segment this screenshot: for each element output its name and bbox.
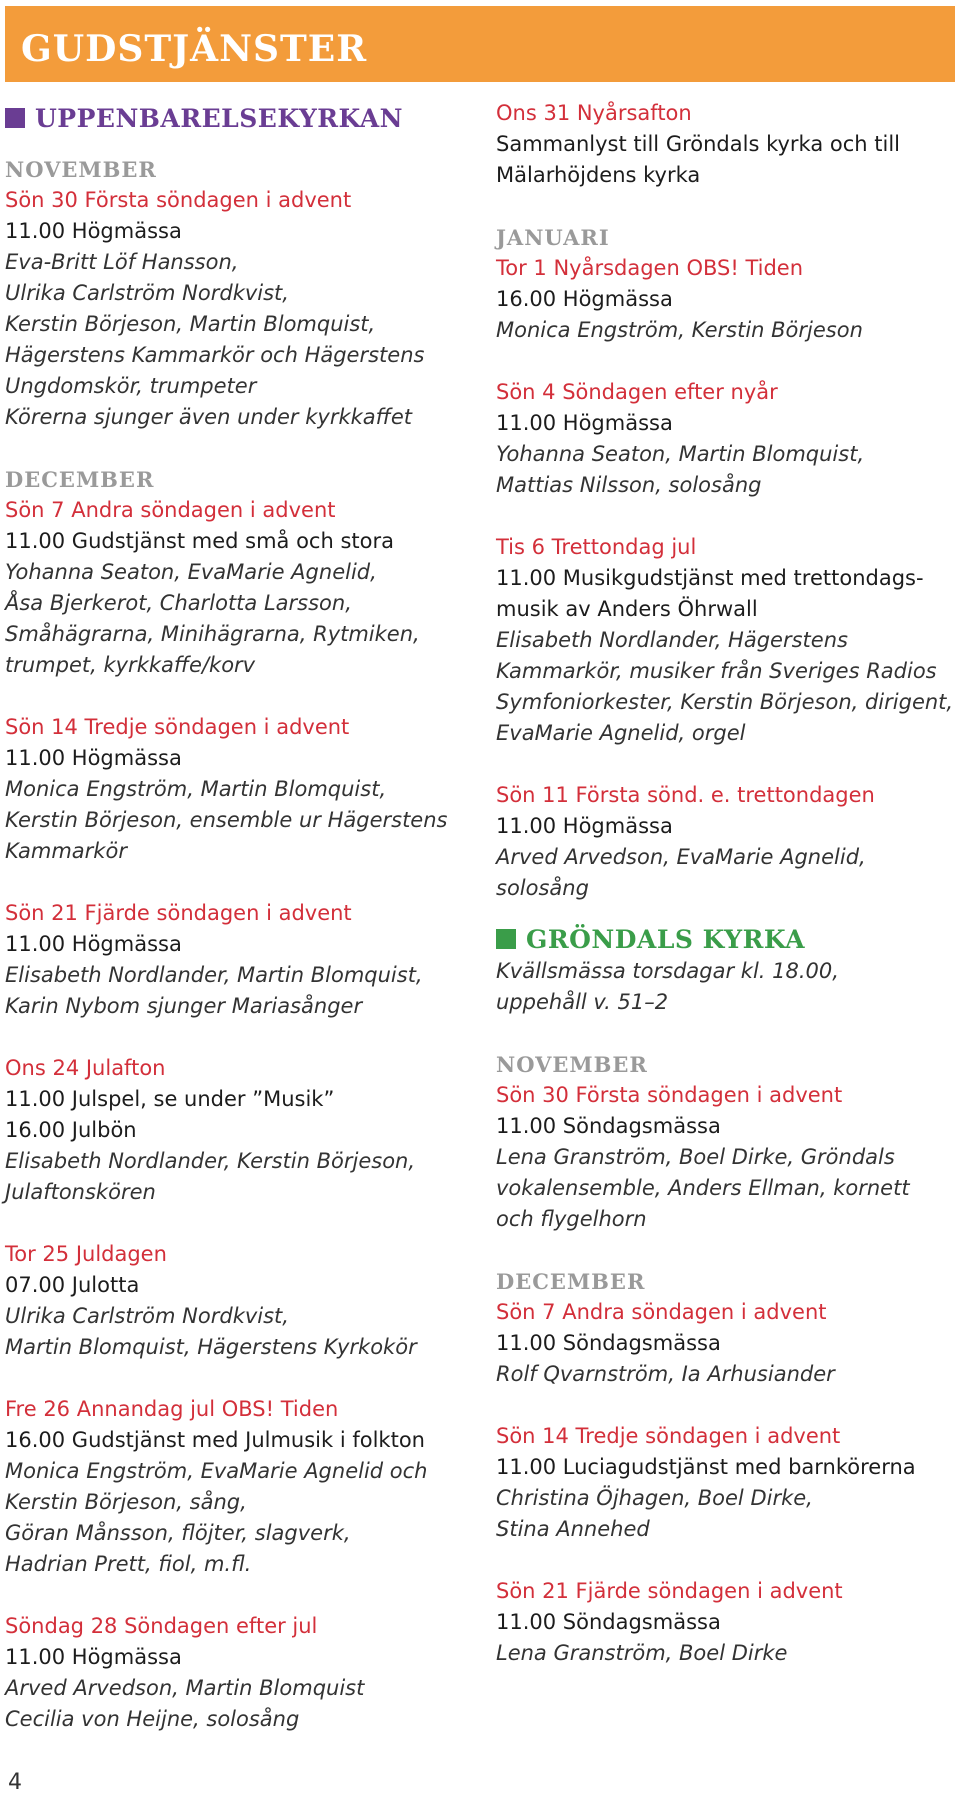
event-participants: Körerna sjunger även under kyrkkaffet: [5, 405, 412, 429]
event-time: 11.00 Julspel, se under ”Musik”: [5, 1087, 335, 1111]
event-day: Sön 11 Första sönd. e. trettondagen: [496, 783, 875, 807]
event-day: Sön 30 Första söndagen i advent: [496, 1083, 843, 1107]
event-participants: Elisabeth Nordlander, Kerstin Börjeson,: [5, 1149, 416, 1173]
event-participants: Elisabeth Nordlander, Hägerstens: [496, 628, 848, 652]
month-label-november: NOVEMBER: [496, 1052, 648, 1077]
event-participants: Stina Annehed: [496, 1517, 650, 1541]
event-day: Tis 6 Trettondag jul: [496, 535, 697, 559]
event-day: Sön 7 Andra söndagen i advent: [496, 1300, 827, 1324]
event-time: 11.00 Högmässa: [5, 1645, 182, 1669]
church-title: UPPENBARELSEKYRKAN: [35, 103, 403, 133]
month-label-december: DECEMBER: [496, 1269, 646, 1294]
page-number: 4: [8, 1770, 22, 1795]
left-column: [5, 98, 475, 1735]
church-intro: Kvällsmässa torsdagar kl. 18.00,: [496, 959, 839, 983]
event-participants: solosång: [496, 876, 589, 900]
event-participants: Arved Arvedson, EvaMarie Agnelid,: [496, 845, 866, 869]
event-participants: Monica Engström, EvaMarie Agnelid och: [5, 1459, 428, 1483]
event-participants: trumpet, kyrkkaffe/korv: [5, 653, 256, 677]
event-day: Tor 25 Juldagen: [5, 1242, 167, 1266]
event-participants: vokalensemble, Anders Ellman, kornett: [496, 1176, 910, 1200]
event-participants: Yohanna Seaton, Martin Blomquist,: [496, 442, 865, 466]
event-participants: Ulrika Carlström Nordkvist,: [5, 1304, 289, 1328]
event-participants: Hadrian Prett, fiol, m.fl.: [5, 1552, 252, 1576]
church-title: GRÖNDALS KYRKA: [526, 924, 805, 954]
event-time: 11.00 Söndagsmässa: [496, 1114, 721, 1138]
event-day: Fre 26 Annandag jul OBS! Tiden: [5, 1397, 339, 1421]
event-day: Ons 24 Julafton: [5, 1056, 166, 1080]
event-participants: EvaMarie Agnelid, orgel: [496, 721, 746, 745]
square-bullet-icon: [496, 929, 516, 949]
event-participants: Mattias Nilsson, solosång: [496, 473, 762, 497]
month-label-november: NOVEMBER: [5, 157, 157, 182]
event-participants: Rolf Qvarnström, Ia Arhusiander: [496, 1362, 835, 1386]
event-day: Tor 1 Nyårsdagen OBS! Tiden: [496, 256, 804, 280]
event-day: Ons 31 Nyårsafton: [496, 101, 692, 125]
page-title: GUDSTJÄNSTER: [21, 28, 368, 70]
event-participants: Kammarkör: [5, 839, 127, 863]
event-participants: Lena Granström, Boel Dirke: [496, 1641, 788, 1665]
event-participants: Ungdomskör, trumpeter: [5, 374, 257, 398]
event-time: 11.00 Högmässa: [5, 219, 182, 243]
event-participants: Hägerstens Kammarkör och Hägerstens: [5, 343, 425, 367]
event-info: Sammanlyst till Gröndals kyrka och till: [496, 132, 900, 156]
event-participants: Yohanna Seaton, EvaMarie Agnelid,: [5, 560, 377, 584]
month-label-december: DECEMBER: [5, 467, 155, 492]
event-time: 11.00 Söndagsmässa: [496, 1331, 721, 1355]
event-info: Mälarhöjdens kyrka: [496, 163, 701, 187]
event-time: 16.00 Högmässa: [496, 287, 673, 311]
event-day: Söndag 28 Söndagen efter jul: [5, 1614, 318, 1638]
event-time: 11.00 Söndagsmässa: [496, 1610, 721, 1634]
event-participants: Symfoniorkester, Kerstin Börjeson, dirigent,: [496, 690, 954, 714]
event-day: Sön 30 Första söndagen i advent: [5, 188, 352, 212]
event-participants: och flygelhorn: [496, 1207, 647, 1231]
event-time: 11.00 Musikgudstjänst med trettondags-: [496, 566, 924, 590]
event-participants: Kammarkör, musiker från Sveriges Radios: [496, 659, 937, 683]
event-participants: Lena Granström, Boel Dirke, Gröndals: [496, 1145, 895, 1169]
event-participants: Martin Blomquist, Hägerstens Kyrkokör: [5, 1335, 417, 1359]
event-day: Sön 21 Fjärde söndagen i advent: [496, 1579, 843, 1603]
church-heading-grondals: [496, 922, 956, 956]
event-participants: Monica Engström, Martin Blomquist,: [5, 777, 387, 801]
event-participants: Karin Nybom sjunger Mariasånger: [5, 994, 363, 1018]
event-participants: Kerstin Börjeson, sång,: [5, 1490, 247, 1514]
event-day: Sön 14 Tredje söndagen i advent: [496, 1424, 841, 1448]
right-column: [496, 98, 956, 1669]
event-time: 11.00 Högmässa: [496, 814, 673, 838]
event-participants: Kerstin Börjeson, Martin Blomquist,: [5, 312, 376, 336]
event-participants: Ulrika Carlström Nordkvist,: [5, 281, 289, 305]
event-participants: Småhägrarna, Minihägrarna, Rytmiken,: [5, 622, 420, 646]
event-participants: Elisabeth Nordlander, Martin Blomquist,: [5, 963, 423, 987]
event-participants: Arved Arvedson, Martin Blomquist: [5, 1676, 365, 1700]
event-time: 16.00 Julbön: [5, 1118, 137, 1142]
event-day: Sön 21 Fjärde söndagen i advent: [5, 901, 352, 925]
event-time: 11.00 Högmässa: [496, 411, 673, 435]
event-participants: Cecilia von Heijne, solosång: [5, 1707, 300, 1731]
church-heading-uppenbarelsekyrkan: [5, 98, 475, 138]
month-label-januari: JANUARI: [496, 225, 610, 250]
event-participants: Göran Månsson, flöjter, slagverk,: [5, 1521, 351, 1545]
event-day: Sön 4 Söndagen efter nyår: [496, 380, 778, 404]
event-participants: Christina Öjhagen, Boel Dirke,: [496, 1486, 813, 1510]
event-participants: Julaftonskören: [5, 1180, 156, 1204]
event-time: 11.00 Högmässa: [5, 932, 182, 956]
event-time: 11.00 Gudstjänst med små och stora: [5, 529, 394, 553]
event-day: Sön 14 Tredje söndagen i advent: [5, 715, 350, 739]
event-day: Sön 7 Andra söndagen i advent: [5, 498, 336, 522]
header-banner: [5, 6, 955, 82]
event-participants: Kerstin Börjeson, ensemble ur Hägerstens: [5, 808, 448, 832]
event-time: 07.00 Julotta: [5, 1273, 140, 1297]
event-time: 11.00 Högmässa: [5, 746, 182, 770]
event-participants: Monica Engström, Kerstin Börjeson: [496, 318, 863, 342]
square-bullet-icon: [5, 108, 25, 128]
event-time: 16.00 Gudstjänst med Julmusik i folkton: [5, 1428, 425, 1452]
event-participants: Åsa Bjerkerot, Charlotta Larsson,: [5, 591, 352, 615]
event-time: 11.00 Luciagudstjänst med barnkörerna: [496, 1455, 916, 1479]
church-intro: uppehåll v. 51–2: [496, 990, 669, 1014]
event-time: musik av Anders Öhrwall: [496, 597, 758, 621]
event-participants: Eva-Britt Löf Hansson,: [5, 250, 239, 274]
